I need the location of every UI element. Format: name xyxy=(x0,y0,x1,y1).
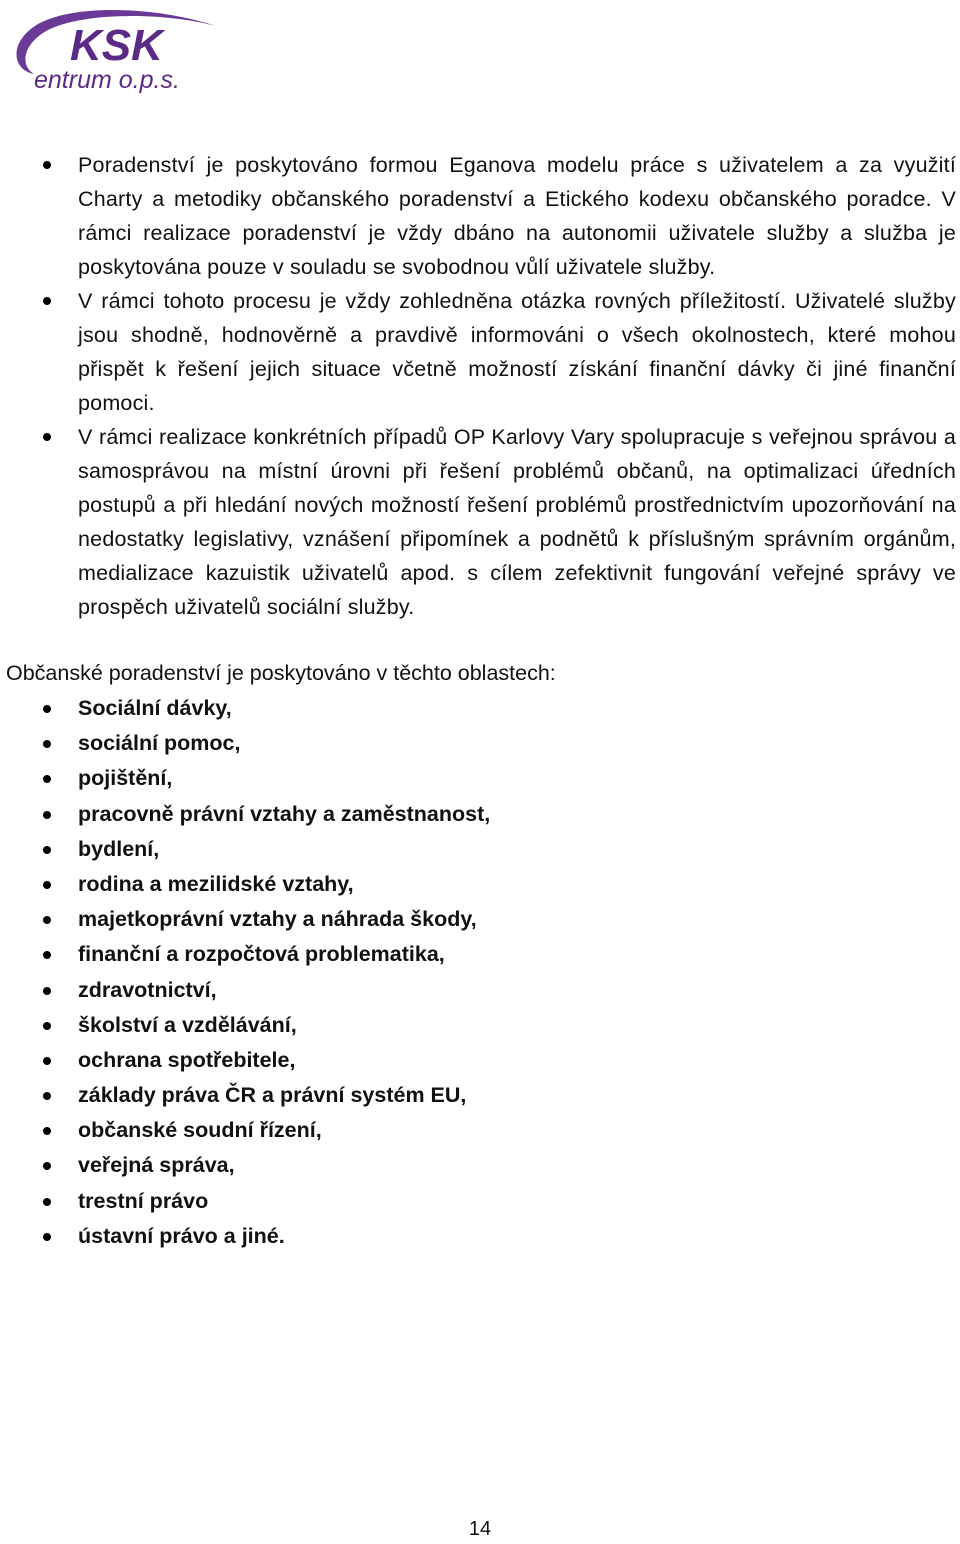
logo-text-main: KSK xyxy=(70,21,163,70)
list-item xyxy=(0,726,960,761)
list-item xyxy=(0,867,960,902)
list-item-text: Sociální dávky, xyxy=(78,696,232,720)
list-item-text: pracovně právní vztahy a zaměstnanost, xyxy=(78,801,491,826)
bullet-icon xyxy=(43,705,51,713)
list-item xyxy=(0,1219,960,1254)
bullet-icon xyxy=(43,1162,51,1170)
bullet-icon xyxy=(43,433,51,441)
list-item xyxy=(0,761,960,796)
list-item-text: trestní právo xyxy=(78,1188,209,1213)
list-item xyxy=(0,1043,960,1078)
list-item xyxy=(0,1148,960,1183)
list-item-text: pojištění, xyxy=(78,766,173,791)
list-item-text: bydlení, xyxy=(78,836,160,861)
bullet-icon xyxy=(43,775,51,783)
list-item xyxy=(0,691,960,726)
document-body xyxy=(0,148,960,1254)
list-item xyxy=(0,284,960,420)
bullet-icon xyxy=(43,811,51,819)
list-item xyxy=(0,902,960,937)
areas-intro: Občanské poradenství je poskytováno v těchto oblastech: xyxy=(6,661,556,685)
list-item-text: rodina a mezilidské vztahy, xyxy=(78,871,354,896)
list-item xyxy=(0,1113,960,1148)
ksk-centrum-logo xyxy=(4,4,224,96)
bullet-icon xyxy=(43,916,51,924)
list-item-text: základy práva ČR a právní systém EU, xyxy=(78,1083,467,1108)
description-list xyxy=(0,148,960,624)
logo-text-sub: entrum o.p.s. xyxy=(34,66,180,94)
bullet-icon xyxy=(43,740,51,748)
areas-list xyxy=(0,691,960,1254)
list-item xyxy=(0,420,960,624)
list-item xyxy=(0,937,960,972)
bullet-icon xyxy=(43,161,51,169)
list-item xyxy=(0,1008,960,1043)
bullet-icon xyxy=(43,297,51,305)
list-item-text: školství a vzdělávání, xyxy=(78,1012,297,1037)
bullet-icon xyxy=(43,1198,51,1206)
bullet-icon xyxy=(43,846,51,854)
bullet-icon xyxy=(43,1022,51,1030)
list-item-text: V rámci tohoto procesu je vždy zohledněna otázka rovných příležitostí. Uživatelé služby jsou shodně, hodnověrně a pravdivě informováni o všech okolnostech, které mohou přispět k řešení jejich situace včetně možností získání finanční dávky či jiné finanční pomoci. xyxy=(78,289,956,415)
list-item-text: ústavní právo a jiné. xyxy=(78,1223,285,1248)
bullet-icon xyxy=(43,1233,51,1241)
page-number: 14 xyxy=(468,1518,492,1540)
list-item xyxy=(0,832,960,867)
list-item-text: Poradenství je poskytováno formou Eganova modelu práce s uživatelem a za využití Charty a metodiky občanského poradenství a Etického kodexu občanského poradce. V rámci realizace poradenství je vždy dbáno na autonomii uživatele služby a služba je poskytována pouze v souladu se svobodnou vůlí uživatele služby. xyxy=(78,153,956,279)
bullet-icon xyxy=(43,1057,51,1065)
list-item-text: občanské soudní řízení, xyxy=(78,1118,322,1143)
list-item-text: veřejná správa, xyxy=(78,1153,235,1178)
bullet-icon xyxy=(43,1092,51,1100)
bullet-icon xyxy=(43,881,51,889)
list-item-text: sociální pomoc, xyxy=(78,731,241,756)
bullet-icon xyxy=(43,987,51,995)
list-item xyxy=(0,1078,960,1113)
list-item xyxy=(0,1184,960,1219)
list-item xyxy=(0,797,960,832)
list-item-text: V rámci realizace konkrétních případů OP Karlovy Vary spolupracuje s veřejnou správou a samosprávou na místní úrovni při řešení problémů občanů, na optimalizaci úředních postupů a při hledání nových možností řešení problémů prostřednictvím upozorňování na nedostatky legislativy, vznášení připomínek a podnětů k příslušným správním orgánům, medializace kazuistik uživatelů apod. s cílem zefektivnit fungování veřejné správy ve prospěch uživatelů sociální služby. xyxy=(78,425,956,619)
list-item xyxy=(0,973,960,1008)
list-item-text: finanční a rozpočtová problematika, xyxy=(78,942,445,967)
list-item xyxy=(0,148,960,284)
logo-graphic xyxy=(4,4,224,96)
bullet-icon xyxy=(43,1127,51,1135)
list-item-text: majetkoprávní vztahy a náhrada škody, xyxy=(78,907,477,932)
list-item-text: ochrana spotřebitele, xyxy=(78,1047,296,1072)
bullet-icon xyxy=(43,951,51,959)
list-item-text: zdravotnictví, xyxy=(78,977,217,1002)
